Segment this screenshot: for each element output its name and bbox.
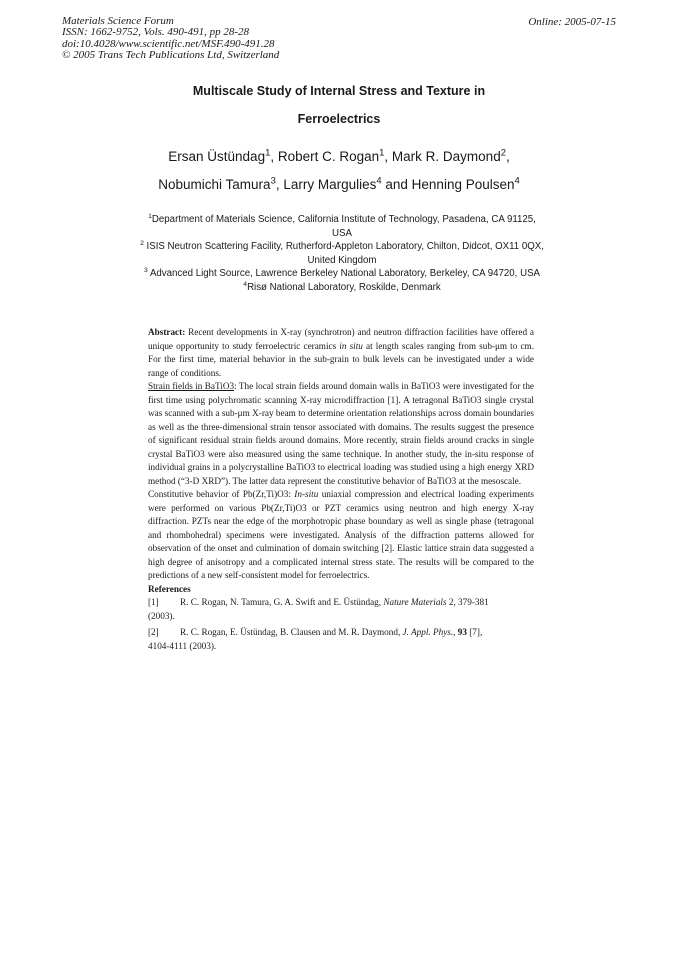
reference-authors: R. C. Rogan, E. Üstündag, B. Clausen and M. R. Daymond, bbox=[180, 627, 401, 637]
affiliation-3-text: Advanced Light Source, Lawrence Berkeley National Laboratory, Berkeley, CA 94720, USA bbox=[149, 268, 540, 280]
affiliation-4-text: Risø National Laboratory, Roskilde, Denmark bbox=[247, 281, 441, 293]
journal-header bbox=[62, 16, 279, 61]
affiliation-2-text: ISIS Neutron Scattering Facility, Rutherford-Appleton Laboratory, Chilton, Didcot, OX11 0QX, United Kingdom bbox=[146, 241, 544, 266]
reference-item bbox=[148, 626, 534, 640]
title-line-2: Ferroelectrics bbox=[297, 112, 381, 126]
affiliation-3 bbox=[140, 267, 544, 281]
reference-item bbox=[148, 596, 534, 610]
abstract-label: Abstract: bbox=[148, 327, 186, 337]
reference-continuation: (2003). bbox=[148, 610, 175, 621]
affiliations bbox=[140, 213, 544, 295]
constitutive-paragraph bbox=[148, 488, 534, 583]
affiliation-1-num: 1 bbox=[148, 212, 152, 220]
reference-journal: J. Appl. Phys. bbox=[402, 627, 454, 637]
affiliation-3-num: 3 bbox=[143, 267, 148, 275]
references-heading: References bbox=[148, 583, 191, 594]
header-online-date: Online: 2005-07-15 bbox=[528, 16, 616, 28]
author-line-1: Ersan Üstündag$^1$, Robert C. Rogan$^1$, Mark R. Daymond$^2$, bbox=[168, 147, 510, 164]
author-1-affil: 1 bbox=[265, 147, 271, 159]
reference-text: R. C. Rogan, E. Üstündag, B. Clausen and M. R. Daymond, J. Appl. Phys., 93 [7], bbox=[180, 627, 483, 637]
affiliation-1 bbox=[140, 213, 544, 240]
reference-number: [1] bbox=[148, 597, 159, 607]
author-line-2: Nobumichi Tamura$^3$, Larry Margulies$^4$ and Henning Poulsen$^4$ bbox=[158, 175, 520, 192]
paper-title bbox=[0, 84, 678, 140]
header-copyright: © 2005 Trans Tech Publications Ltd, Switzerland bbox=[62, 48, 280, 61]
author-3: Mark R. Daymond bbox=[391, 149, 501, 164]
reference-volume: 93 bbox=[457, 627, 467, 637]
reference-volume: 2, 379-381 bbox=[448, 597, 489, 607]
abstract-text-b: at length scales ranging from sub-μm to cm. For the first time, material behavior in the sub-grain to bulk levels can be investigated under a wide range of conditions. bbox=[148, 340, 534, 378]
strain-heading: Strain fields in BaTiO3 bbox=[148, 381, 235, 391]
constitutive-text: uniaxial compression and electrical loading experiments were performed on various Pb(Zr,Ti)O3 or PZT ceramics using neutron and high energy X-ray diffraction. PZTs near the edge of the morphotropic phase boundary as well as single phase (tetragonal and rhombohedral) specimens were investigated. Analysis of the diffraction patterns allowed for observation of the onset and culmination of domain switching [2]. Elastic lattice strain data suggested a high degree of anisotropy and a complicated internal stress state. The results will be compared to the predictions of a new self-consistent model for ferroelectrics. bbox=[148, 489, 535, 580]
affiliation-1-text: Department of Materials Science, California Institute of Technology, Pasadena, CA 91125, USA bbox=[151, 214, 536, 239]
abstract-paragraph bbox=[148, 326, 534, 380]
abstract-in-situ: in situ bbox=[339, 340, 363, 351]
reference-issue: [7], bbox=[469, 627, 483, 637]
affiliation-4 bbox=[140, 281, 544, 295]
title-line-1: Multiscale Study of Internal Stress and Texture in bbox=[192, 84, 486, 98]
reference-number: [2] bbox=[148, 627, 159, 637]
author-2: Robert C. Rogan bbox=[277, 149, 380, 164]
author-2-affil: 1 bbox=[379, 147, 385, 159]
author-4-affil: 3 bbox=[270, 175, 276, 187]
author-6-affil: 4 bbox=[514, 175, 520, 187]
abstract-body bbox=[148, 326, 534, 653]
header-issn: ISSN: 1662-9752, Vols. 490-491, pp 28-28 bbox=[62, 26, 249, 39]
affiliation-2-num: 2 bbox=[140, 239, 144, 247]
reference-authors: R. C. Rogan, N. Tamura, G. A. Swift and E. Üstündag, bbox=[180, 597, 382, 607]
reference-text bbox=[180, 596, 534, 610]
strain-text: : The local strain fields around domain walls in BaTiO3 were investigated for the first time using polychromatic scanning X-ray microdiffraction [1]. A tetragonal BaTiO3 single crystal was scanned with a sub-μm X-ray beam to determine orientation relationships across domain boundaries as well as the three-dimensional strain tensor associated with domains. The results suggest the presence of significant residual strain fields around domains. More recently, strain fields around cracks in single crystal BaTiO3 were also measured using the same technique. In another study, the in-situ response of individual grains in a polycrystalline BaTiO3 to electrical loading was studied using a high energy XRD method (“3-D XRD”). The latter data represent the constitutive behavior of BaTiO3 at the mesoscale. bbox=[148, 381, 535, 486]
author-6: Henning Poulsen bbox=[411, 177, 515, 192]
reference-continuation: 4104-4111 (2003). bbox=[148, 640, 217, 651]
author-5-affil: 4 bbox=[376, 175, 382, 187]
constitutive-heading: Constitutive behavior of Pb(Zr,Ti)O3: bbox=[148, 489, 291, 499]
reference-journal: Nature Materials bbox=[383, 597, 447, 607]
abstract-text-a: Recent developments in X-ray (synchrotron) and neutron diffraction facilities have offered a unique opportunity to study ferroelectric ceramics bbox=[148, 327, 534, 351]
author-and: and bbox=[385, 177, 408, 192]
author-list bbox=[0, 149, 678, 205]
constitutive-in-situ: In-situ bbox=[294, 489, 319, 499]
affiliation-4-num: 4 bbox=[243, 280, 248, 288]
header-journal-name: Materials Science Forum bbox=[62, 15, 174, 27]
affiliation-2 bbox=[140, 240, 544, 267]
author-5: Larry Margulies bbox=[283, 177, 377, 192]
author-3-affil: 2 bbox=[500, 147, 506, 159]
author-1: Ersan Üstündag bbox=[168, 149, 266, 164]
header-doi: doi:10.4028/www.scientific.net/MSF.490-491.28 bbox=[62, 37, 275, 50]
author-4: Nobumichi Tamura bbox=[158, 177, 271, 192]
strain-paragraph bbox=[148, 380, 534, 488]
